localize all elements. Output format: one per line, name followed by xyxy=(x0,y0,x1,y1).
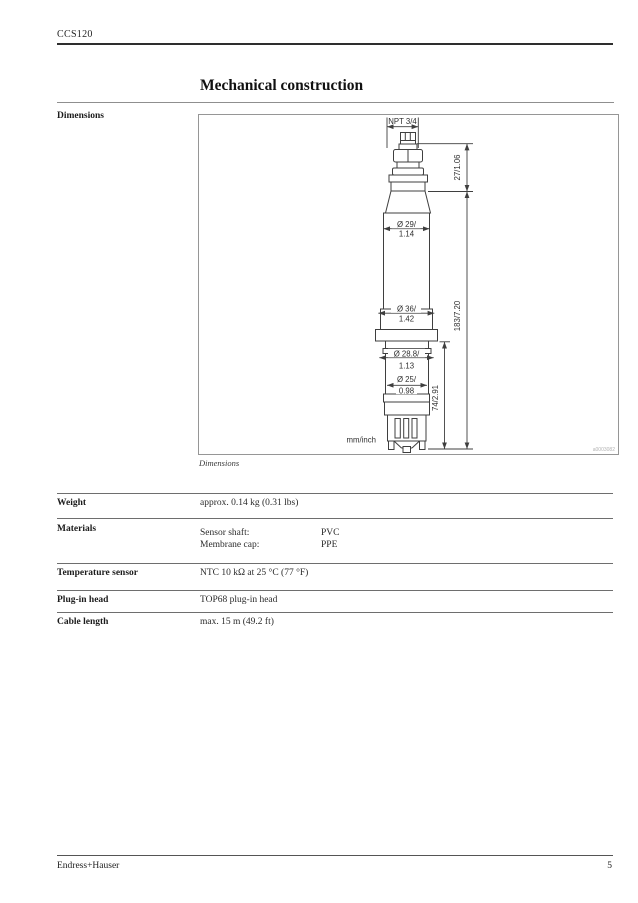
doc-code: CCS120 xyxy=(57,29,93,40)
title-rule xyxy=(57,102,614,103)
npt-thread-label: NPT 3/4 xyxy=(388,117,417,126)
dia25-label-inch: 0.98 xyxy=(398,386,415,396)
row-rule xyxy=(57,493,613,494)
footer-page-number: 5 xyxy=(607,861,612,871)
spec-material-value-2: PPE xyxy=(321,540,338,550)
spec-label-weight: Weight xyxy=(57,498,87,508)
dia288-label-mm: Ø 28.8/ xyxy=(393,349,420,359)
spec-value-plug-in-head: TOP68 plug-in head xyxy=(200,594,278,605)
footer-rule xyxy=(57,855,613,856)
figure-caption: Dimensions xyxy=(199,458,240,468)
unit-note-label: mm/inch xyxy=(346,435,376,445)
spec-material-value-1: PVC xyxy=(321,528,340,538)
spec-label-plug-in-head: Plug-in head xyxy=(57,594,109,605)
dia29-label-inch: 1.14 xyxy=(398,229,415,239)
dia25-label-mm: Ø 25/ xyxy=(396,374,417,384)
spec-label-temperature-sensor: Temperature sensor xyxy=(57,567,139,578)
row-rule xyxy=(57,563,613,564)
page-title: Mechanical construction xyxy=(200,77,364,94)
height-total-label: 183/7.20 xyxy=(452,300,462,332)
header-rule xyxy=(57,43,613,45)
spec-value-weight: approx. 0.14 kg (0.31 lbs) xyxy=(200,498,299,508)
spec-material-name-1: Sensor shaft: xyxy=(200,528,250,538)
sensor-dimension-drawing xyxy=(199,115,618,454)
spec-value-cable-length: max. 15 m (49.2 ft) xyxy=(200,617,274,627)
spec-label-materials: Materials xyxy=(57,524,97,534)
row-rule xyxy=(57,612,613,613)
spec-label-cable-length: Cable length xyxy=(57,617,109,627)
row-rule xyxy=(57,518,613,519)
row-rule xyxy=(57,590,613,591)
height-head-label: 27/1.06 xyxy=(452,154,462,181)
dia36-label-mm: Ø 36/ xyxy=(396,304,417,314)
figure-id: a0003082 xyxy=(592,447,615,453)
dia288-label-inch: 1.13 xyxy=(398,361,415,371)
row-label-dimensions: Dimensions xyxy=(57,111,104,121)
sensor-outline xyxy=(376,133,438,453)
spec-material-name-2: Membrane cap: xyxy=(200,540,260,550)
dia29-label-mm: Ø 29/ xyxy=(396,220,417,229)
height-lower-label: 74/2.91 xyxy=(430,384,440,412)
spec-value-temperature-sensor: NTC 10 kΩ at 25 °C (77 °F) xyxy=(200,567,309,578)
dia36-label-inch: 1.42 xyxy=(398,314,415,324)
dimensions-figure xyxy=(198,114,619,455)
footer-brand: Endress+Hauser xyxy=(57,861,120,871)
